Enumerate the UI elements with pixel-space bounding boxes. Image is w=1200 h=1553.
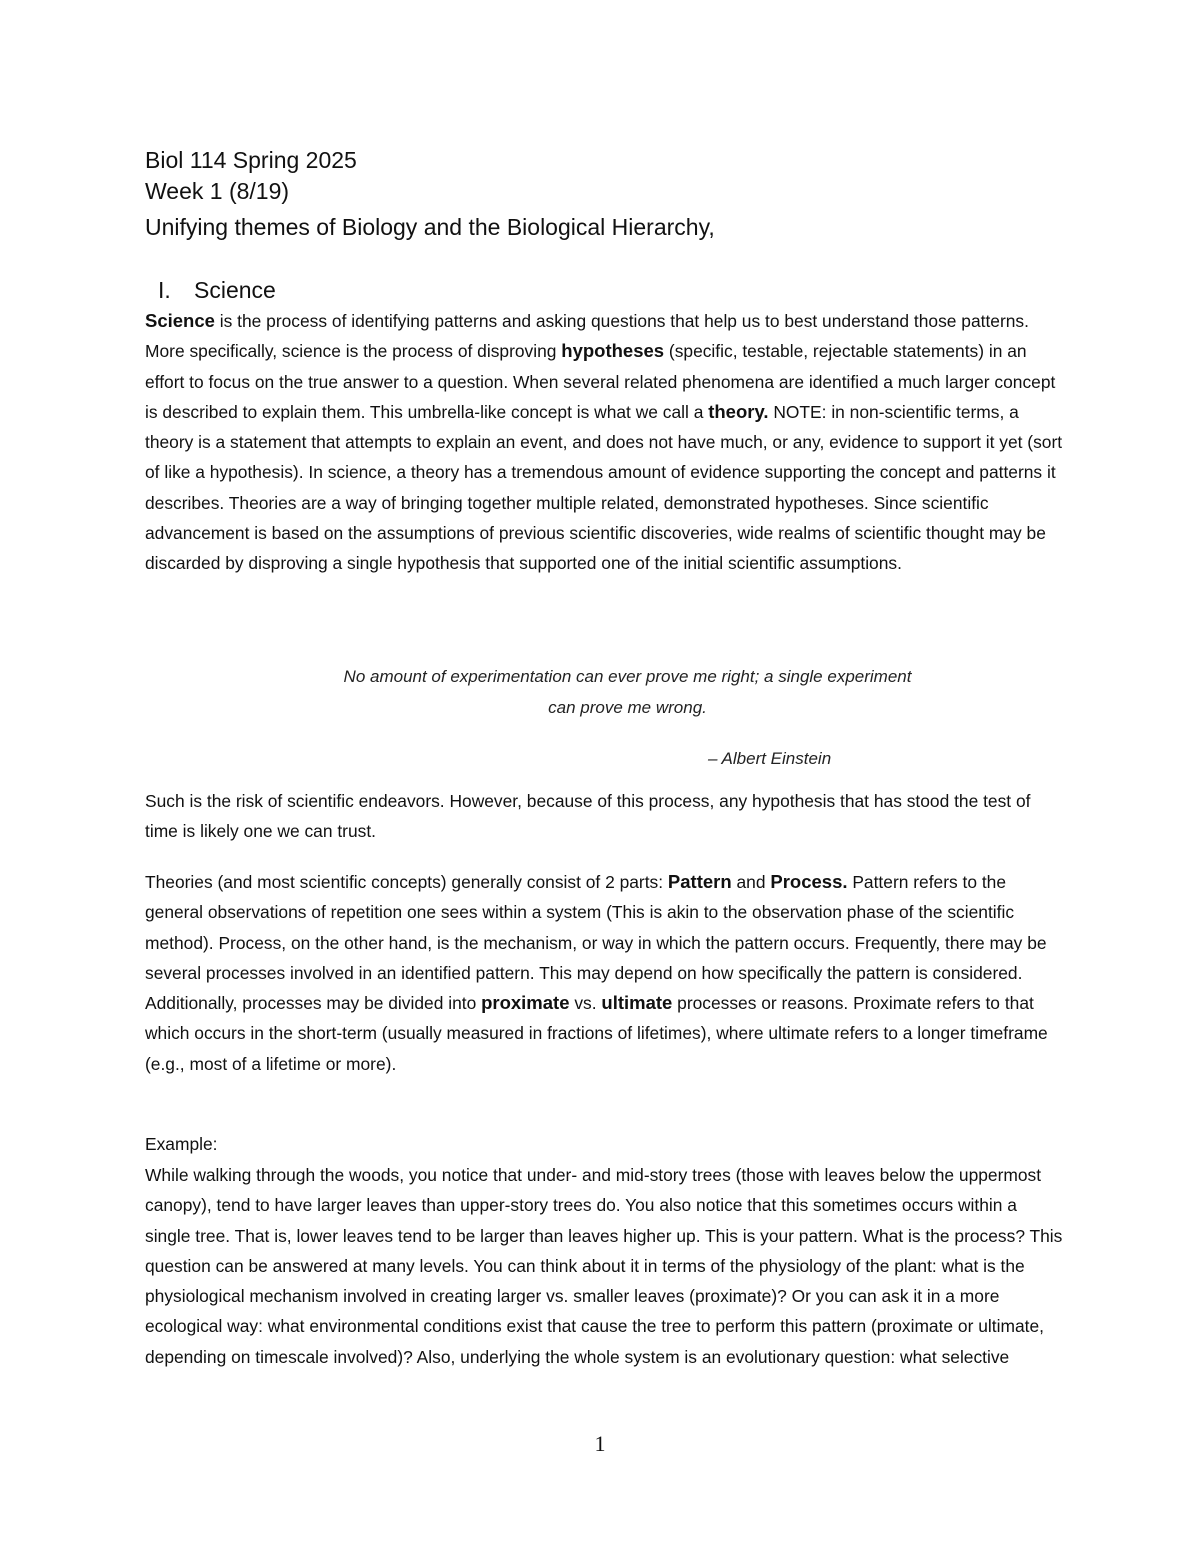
science-paragraph — [145, 306, 1063, 579]
paragraph-text: is the process of identifying patterns and asking questions that help us to best understand those patterns. More specifically, science is the process of disproving — [145, 311, 1029, 362]
term-proximate: proximate — [481, 992, 570, 1014]
term-hypotheses: hypotheses — [561, 340, 665, 362]
course-title: Biol 114 Spring 2025 — [145, 147, 357, 173]
paragraph-text: NOTE: in non-scientific terms, a theory is a statement that attempts to explain an event, and does not have much, or any, evidence to support it yet (sort of like a hypothesis). In science, a theory has a tremendous amount of evidence supporting the concept and patterns it describes. Theories are a way of bringing together multiple related, demonstrated hypotheses. Since scientific advancement is based on the assumptions of previous scientific discoveries, wide realms of scientific thought may be discarded by disproving a single hypothesis that supported one of the initial scientific assumptions. — [145, 401, 1063, 574]
example-label: Example: — [145, 1134, 218, 1154]
example-paragraph: While walking through the woods, you notice that under- and mid-story trees (those with leaves below the uppermost canopy), tend to have larger leaves than upper-story trees do. You also notice that this sometimes occurs within a single tree. That is, lower leaves tend to be larger than leaves higher up. This is your pattern. What is the process? This question can be answered at many levels. You can think about it in terms of the physiology of the plant: what is the physiological mechanism involved in creating larger vs. smaller leaves (proximate)? Or you can ask it in a more ecological way: what environmental conditions exist that cause the tree to perform this pattern (proximate or ultimate, depending on timescale involved)? Also, underlying the whole system is an evolutionary question: what selective — [145, 1165, 1063, 1367]
paragraph-text: vs. — [569, 993, 602, 1014]
term-science: Science — [145, 310, 215, 331]
section-heading — [158, 275, 276, 305]
page-number: 1 — [594, 1431, 606, 1456]
pattern-process-paragraph — [145, 867, 1063, 1079]
term-theory: theory. — [708, 400, 769, 422]
paragraph-text: Theories (and most scientific concepts) generally consist of 2 parts: — [145, 872, 668, 892]
paragraph-text: processes or reasons. Proximate refers to that which occurs in the short-term (usually measured in fractions of lifetimes), where ultimate refers to a longer timeframe (e.g., most of a lifetime or more). — [145, 993, 1048, 1074]
risk-paragraph: Such is the risk of scientific endeavors. However, because of this process, any hypothesis that has stood the test of time is likely one we can trust. — [145, 791, 1031, 842]
quote-attribution: – Albert Einstein — [708, 749, 832, 768]
paragraph-text: Pattern refers to the general observations of repetition one sees within a system (This is akin to the observation phase of the scientific method). Process, on the other hand, is the mechanism, or way in which the pattern occurs. Frequently, there may be several processes involved in an identified pattern. This may depend on how specifically the pattern is considered. Additionally, processes may be divided into — [145, 872, 1047, 1014]
week-label: Week 1 (8/19) — [145, 178, 290, 204]
term-pattern: Pattern — [667, 871, 732, 892]
topic-title: Unifying themes of Biology and the Biological Hierarchy, — [145, 214, 715, 240]
quote-line-2: can prove me wrong. — [548, 698, 707, 717]
term-ultimate: ultimate — [601, 992, 673, 1014]
term-process: Process. — [770, 871, 848, 892]
section-title: Science — [194, 277, 276, 303]
paragraph-text: (specific, testable, rejectable statements) in an effort to focus on the true answer to a question. When several related phenomena are identified a much larger concept is described to explain them. This umbrella-like concept is what we call a — [145, 341, 1056, 422]
quote-line-1: No amount of experimentation can ever prove me right; a single experiment — [343, 667, 912, 686]
paragraph-text: and — [731, 872, 771, 892]
section-numeral: I. — [158, 277, 171, 303]
